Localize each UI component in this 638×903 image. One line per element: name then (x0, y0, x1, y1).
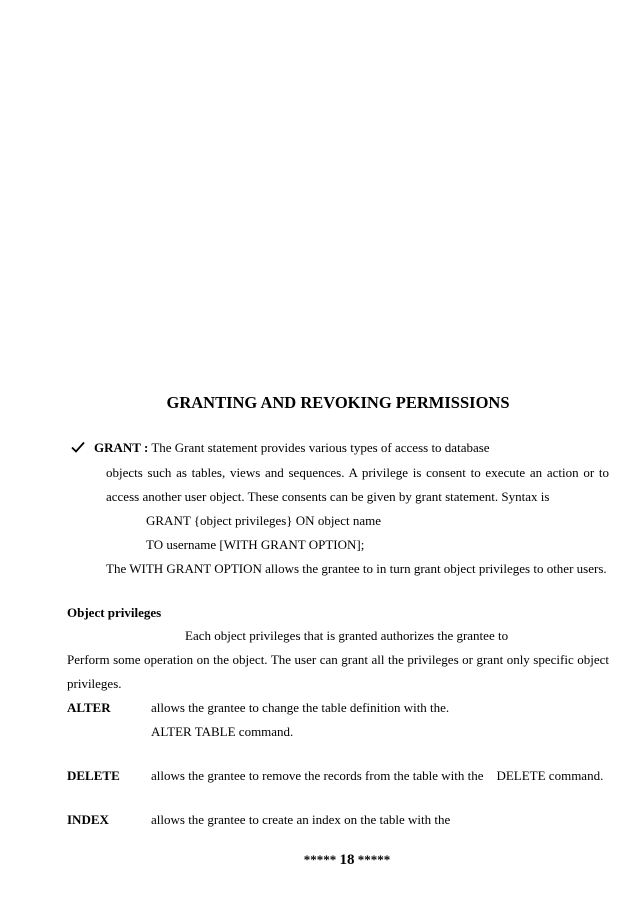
grant-paragraph-line-3: access another user object. These consents can be given by grant statement. Syntax is (106, 489, 550, 504)
object-privileges-intro-2: Perform some operation on the object. The user can grant all the privileges or grant only specific object (67, 652, 609, 667)
checkmark-icon (71, 441, 85, 453)
footer-left-stars: ***** (303, 852, 337, 867)
grant-first-line (71, 440, 490, 456)
footer-right-stars: ***** (357, 852, 391, 867)
object-privileges-intro-1: Each object privileges that is granted authorizes the grantee to (185, 628, 509, 643)
grant-label: GRANT : (94, 440, 149, 455)
privilege-desc-alter-2: ALTER TABLE command. (151, 724, 294, 739)
privilege-desc-delete: allows the grantee to remove the records from the table with the DELETE command. (151, 768, 604, 783)
object-privileges-heading: Object privileges (67, 605, 162, 620)
grant-description: The Grant statement provides various types of access to database (151, 440, 490, 455)
grant-syntax-line-1: GRANT {object privileges} ON object name (146, 513, 381, 528)
privilege-desc-alter: allows the grantee to change the table definition with the. (151, 700, 450, 715)
privilege-term-index: INDEX (67, 812, 109, 827)
privilege-term-delete: DELETE (67, 768, 120, 783)
privilege-term-alter: ALTER (67, 700, 111, 715)
grant-syntax-line-2: TO username [WITH GRANT OPTION]; (146, 537, 365, 552)
object-privileges-intro-3: privileges. (67, 676, 122, 691)
grant-paragraph-line-2: objects such as tables, views and sequences. A privilege is consent to execute an action or to (106, 465, 609, 480)
privilege-desc-index: allows the grantee to create an index on the table with the (151, 812, 451, 827)
page-footer (0, 852, 638, 869)
page-title: GRANTING AND REVOKING PERMISSIONS (166, 393, 510, 412)
with-grant-option-note: The WITH GRANT OPTION allows the grantee to in turn grant object privileges to other users. (106, 561, 607, 576)
page-number: 18 (339, 852, 355, 868)
